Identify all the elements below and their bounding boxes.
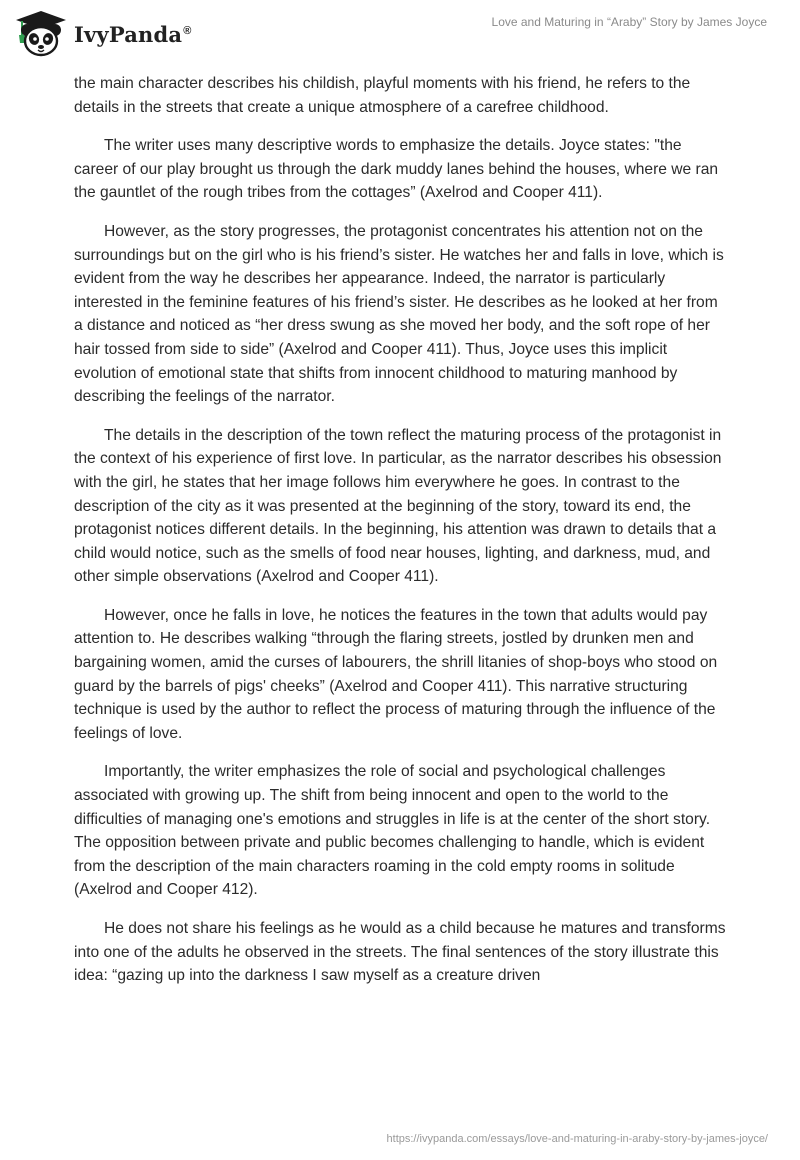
panda-graduate-icon: [14, 9, 68, 57]
document-title: Love and Maturing in “Araby” Story by James Joyce: [491, 15, 767, 29]
paragraph: Importantly, the writer emphasizes the role of social and psychological challenges associated with growing up. The shift from being innocent and open to the world to the difficulties of managing one's emotions and struggles in life is at the center of the short story. The opposition between private and public becomes challenging to handle, which is evident from the description of the main characters roaming in the cold empty rooms in solitude (Axelrod and Cooper 412).: [74, 763, 711, 899]
essay-body: [74, 72, 729, 1003]
paragraph: He does not share his feelings as he would as a child because he matures and transforms into one of the adults he observed in the streets. The final sentences of the story illustrate this idea: “gazing up into the darkness I saw myself as a creature driven: [74, 920, 726, 985]
paragraph: The details in the description of the town reflect the maturing process of the protagonist in the context of his experience of first love. In particular, as the narrator describes his obsession with the girl, he states that her image follows him everywhere he goes. In contrast to the description of the city as it was presented at the beginning of the story, toward its end, the protagonist notices different details. In the beginning, his attention was drawn to details that a child would notice, such as the smells of food near houses, lighting, and darkness, mud, and other simple observations (Axelrod and Cooper 411).: [74, 426, 722, 586]
brand-name: IvyPanda®: [74, 21, 192, 47]
registered-mark: ®: [183, 24, 192, 37]
ivypanda-logo[interactable]: [14, 8, 192, 58]
paragraph: The writer uses many descriptive words to emphasize the details. Joyce states: "the career of our play brought us through the dark muddy lanes behind the houses, where we ran the gauntlet of the rough tribes from the cottages” (Axelrod and Cooper 411).: [74, 137, 719, 202]
page-header: [0, 0, 800, 70]
paragraph: However, once he falls in love, he notices the features in the town that adults would pay attention to. He describes walking “through the flaring streets, jostled by drunken men and bargaining women, amid the curses of labourers, the shrill litanies of shop-boys who stood on guard by the barrels of pigs' cheeks” (Axelrod and Cooper 411). This narrative structuring technique is used by the author to reflect the process of maturing through the influence of the feelings of love.: [74, 606, 718, 742]
paragraph: However, as the story progresses, the protagonist concentrates his attention not on the surroundings but on the girl who is his friend’s sister. He watches her and falls in love, which is evident from the way he describes her appearance. Indeed, the narrator is particularly interested in the feminine features of his friend’s sister. He describes as he looked at her from a distance and noticed as “her dress swung as she moved her body, and the soft rope of her hair tossed from side to side” (Axelrod and Cooper 411). Thus, Joyce uses this implicit evolution of emotional state that shifts from innocent childhood to maturing manhood by describing the feelings of the narrator.: [74, 222, 724, 406]
source-url[interactable]: https://ivypanda.com/essays/love-and-maturing-in-araby-story-by-james-joyce/: [386, 1133, 768, 1145]
paragraph: the main character describes his childish, playful moments with his friend, he refers to the details in the streets that create a unique atmosphere of a carefree childhood.: [74, 75, 691, 116]
